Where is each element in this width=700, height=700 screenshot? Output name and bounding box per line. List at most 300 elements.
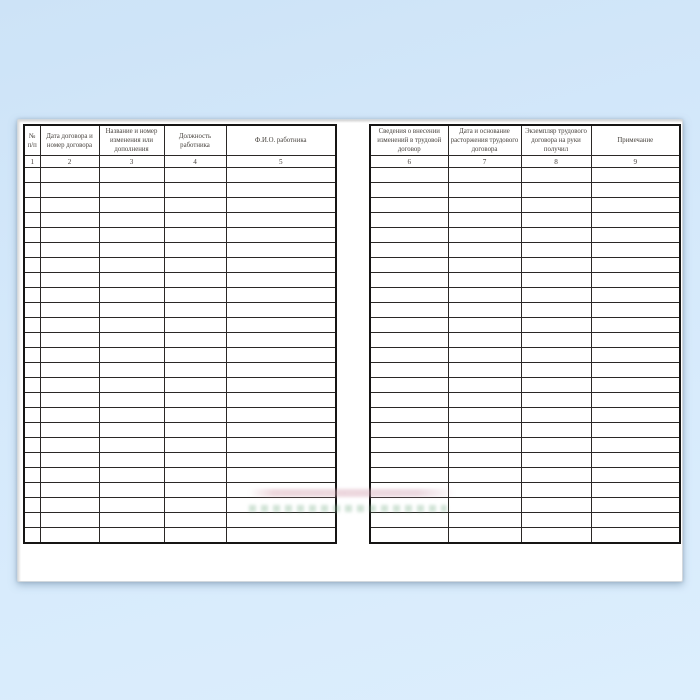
empty-cell [521, 513, 591, 528]
empty-cell [521, 348, 591, 363]
empty-cell [164, 198, 226, 213]
col-header-contract-date-number: Дата договора и номер договора [40, 125, 99, 156]
empty-cell [164, 303, 226, 318]
empty-cell [40, 213, 99, 228]
empty-cell [40, 438, 99, 453]
empty-cell [226, 168, 336, 183]
empty-cell [40, 288, 99, 303]
empty-cell [99, 378, 164, 393]
empty-cell [370, 363, 448, 378]
empty-cell [24, 513, 40, 528]
empty-cell [591, 423, 680, 438]
empty-cell [370, 528, 448, 543]
empty-cell [370, 438, 448, 453]
empty-row [24, 273, 336, 288]
empty-cell [591, 303, 680, 318]
empty-cell [24, 498, 40, 513]
empty-cell [24, 258, 40, 273]
empty-row [24, 513, 336, 528]
empty-cell [164, 183, 226, 198]
empty-row [24, 483, 336, 498]
empty-cell [591, 528, 680, 543]
col-number: 1 [24, 156, 40, 168]
empty-row [370, 273, 680, 288]
empty-cell [40, 378, 99, 393]
empty-cell [24, 183, 40, 198]
empty-row [24, 348, 336, 363]
empty-cell [226, 423, 336, 438]
empty-cell [591, 378, 680, 393]
col-header-copy-received: Экземпляр трудового договора на руки получил [521, 125, 591, 156]
empty-cell [164, 318, 226, 333]
empty-row [24, 213, 336, 228]
empty-cell [521, 243, 591, 258]
empty-cell [591, 168, 680, 183]
empty-row [24, 528, 336, 543]
empty-cell [164, 243, 226, 258]
empty-cell [521, 408, 591, 423]
empty-cell [370, 318, 448, 333]
col-number: 2 [40, 156, 99, 168]
empty-row [370, 303, 680, 318]
empty-cell [164, 453, 226, 468]
empty-cell [40, 363, 99, 378]
empty-cell [40, 273, 99, 288]
empty-cell [521, 273, 591, 288]
empty-cell [521, 288, 591, 303]
empty-row [24, 363, 336, 378]
empty-cell [370, 273, 448, 288]
empty-row [24, 303, 336, 318]
empty-cell [164, 468, 226, 483]
empty-row [370, 288, 680, 303]
empty-cell [99, 213, 164, 228]
empty-cell [226, 228, 336, 243]
empty-row [24, 228, 336, 243]
empty-cell [226, 333, 336, 348]
empty-cell [99, 168, 164, 183]
empty-cell [226, 468, 336, 483]
col-number: 4 [164, 156, 226, 168]
empty-row [24, 498, 336, 513]
empty-cell [370, 348, 448, 363]
empty-cell [24, 348, 40, 363]
left-table-header [24, 125, 336, 168]
right-table-body [370, 168, 680, 543]
empty-cell [99, 498, 164, 513]
col-number: 6 [370, 156, 448, 168]
empty-cell [370, 423, 448, 438]
empty-row [24, 423, 336, 438]
empty-cell [591, 258, 680, 273]
empty-cell [99, 273, 164, 288]
empty-cell [24, 318, 40, 333]
empty-row [24, 258, 336, 273]
empty-cell [448, 168, 521, 183]
empty-cell [370, 333, 448, 348]
empty-row [24, 438, 336, 453]
right-page-table [369, 124, 681, 544]
empty-cell [164, 498, 226, 513]
empty-row [370, 438, 680, 453]
empty-cell [226, 213, 336, 228]
empty-cell [591, 513, 680, 528]
col-header-termination-date-basis: Дата и основание расторжения трудового договора [448, 125, 521, 156]
empty-cell [226, 363, 336, 378]
empty-cell [521, 168, 591, 183]
empty-cell [591, 333, 680, 348]
empty-cell [521, 483, 591, 498]
empty-cell [521, 198, 591, 213]
empty-cell [164, 168, 226, 183]
empty-row [370, 408, 680, 423]
empty-cell [24, 213, 40, 228]
empty-cell [370, 288, 448, 303]
empty-cell [24, 243, 40, 258]
empty-row [24, 468, 336, 483]
empty-cell [521, 423, 591, 438]
empty-cell [448, 243, 521, 258]
empty-cell [521, 378, 591, 393]
empty-cell [370, 258, 448, 273]
empty-cell [164, 513, 226, 528]
empty-cell [40, 468, 99, 483]
journal-open-spread [17, 119, 683, 582]
column-number-row [24, 156, 336, 168]
empty-cell [521, 228, 591, 243]
empty-cell [24, 168, 40, 183]
empty-cell [164, 213, 226, 228]
col-number: 8 [521, 156, 591, 168]
empty-cell [40, 333, 99, 348]
empty-cell [24, 378, 40, 393]
empty-row [24, 288, 336, 303]
empty-cell [448, 258, 521, 273]
empty-cell [521, 528, 591, 543]
empty-cell [164, 333, 226, 348]
empty-cell [448, 363, 521, 378]
empty-cell [448, 423, 521, 438]
empty-cell [370, 228, 448, 243]
empty-cell [448, 198, 521, 213]
empty-cell [24, 453, 40, 468]
empty-cell [164, 258, 226, 273]
empty-cell [591, 243, 680, 258]
empty-cell [591, 408, 680, 423]
empty-cell [521, 258, 591, 273]
empty-row [24, 318, 336, 333]
empty-cell [591, 483, 680, 498]
empty-cell [226, 453, 336, 468]
empty-cell [448, 513, 521, 528]
empty-cell [164, 288, 226, 303]
empty-row [370, 423, 680, 438]
empty-cell [24, 393, 40, 408]
empty-cell [226, 348, 336, 363]
empty-cell [164, 228, 226, 243]
empty-cell [164, 273, 226, 288]
empty-row [370, 333, 680, 348]
empty-cell [370, 498, 448, 513]
left-page-table [23, 124, 337, 544]
empty-cell [226, 498, 336, 513]
col-header-employee-position: Должность работника [164, 125, 226, 156]
empty-cell [448, 228, 521, 243]
empty-cell [448, 453, 521, 468]
empty-row [370, 453, 680, 468]
empty-cell [521, 498, 591, 513]
empty-row [370, 168, 680, 183]
empty-cell [370, 513, 448, 528]
empty-cell [24, 273, 40, 288]
empty-cell [24, 438, 40, 453]
empty-cell [99, 348, 164, 363]
empty-cell [99, 198, 164, 213]
col-number: 3 [99, 156, 164, 168]
empty-row [370, 243, 680, 258]
empty-cell [99, 483, 164, 498]
empty-row [24, 183, 336, 198]
empty-cell [99, 333, 164, 348]
empty-cell [370, 213, 448, 228]
empty-cell [521, 453, 591, 468]
empty-cell [99, 303, 164, 318]
empty-cell [40, 243, 99, 258]
empty-cell [40, 453, 99, 468]
empty-cell [226, 303, 336, 318]
empty-row [24, 453, 336, 468]
empty-cell [448, 378, 521, 393]
col-header-amendment-name-number: Название и номер изменения или дополнения [99, 125, 164, 156]
header-row [370, 125, 680, 156]
empty-cell [226, 378, 336, 393]
empty-cell [591, 198, 680, 213]
empty-cell [448, 273, 521, 288]
empty-cell [370, 303, 448, 318]
empty-cell [226, 483, 336, 498]
empty-cell [99, 228, 164, 243]
empty-cell [164, 528, 226, 543]
empty-cell [99, 318, 164, 333]
empty-cell [226, 408, 336, 423]
col-header-amendments-info: Сведения о внесении изменений в трудовой договор [370, 125, 448, 156]
empty-cell [448, 333, 521, 348]
empty-cell [591, 468, 680, 483]
empty-row [370, 183, 680, 198]
empty-cell [448, 468, 521, 483]
empty-row [370, 318, 680, 333]
empty-row [24, 408, 336, 423]
empty-row [24, 333, 336, 348]
empty-cell [448, 498, 521, 513]
empty-cell [24, 528, 40, 543]
empty-cell [24, 288, 40, 303]
empty-cell [521, 363, 591, 378]
empty-cell [24, 333, 40, 348]
empty-cell [99, 408, 164, 423]
empty-cell [591, 498, 680, 513]
empty-cell [591, 228, 680, 243]
empty-cell [226, 243, 336, 258]
empty-cell [24, 198, 40, 213]
empty-row [370, 213, 680, 228]
empty-cell [521, 303, 591, 318]
empty-row [370, 258, 680, 273]
empty-cell [226, 273, 336, 288]
empty-cell [591, 363, 680, 378]
empty-cell [521, 468, 591, 483]
empty-cell [521, 318, 591, 333]
empty-cell [40, 498, 99, 513]
empty-cell [591, 288, 680, 303]
empty-cell [226, 513, 336, 528]
empty-cell [164, 348, 226, 363]
empty-cell [164, 408, 226, 423]
empty-row [24, 243, 336, 258]
col-header-employee-name: Ф.И.О. работника [226, 125, 336, 156]
empty-cell [24, 483, 40, 498]
empty-cell [40, 483, 99, 498]
empty-cell [591, 213, 680, 228]
empty-cell [24, 423, 40, 438]
empty-cell [226, 393, 336, 408]
empty-cell [24, 408, 40, 423]
empty-cell [164, 393, 226, 408]
empty-cell [99, 363, 164, 378]
empty-cell [24, 468, 40, 483]
col-number: 9 [591, 156, 680, 168]
empty-cell [521, 438, 591, 453]
empty-cell [370, 183, 448, 198]
empty-cell [99, 528, 164, 543]
empty-row [370, 393, 680, 408]
empty-cell [448, 393, 521, 408]
empty-row [24, 168, 336, 183]
col-header-npp: № п/п [24, 125, 40, 156]
empty-cell [164, 438, 226, 453]
empty-cell [99, 438, 164, 453]
empty-row [24, 198, 336, 213]
empty-cell [370, 408, 448, 423]
empty-cell [591, 393, 680, 408]
empty-cell [448, 438, 521, 453]
empty-cell [521, 183, 591, 198]
col-header-notes: Примечание [591, 125, 680, 156]
empty-cell [226, 528, 336, 543]
empty-cell [591, 438, 680, 453]
empty-cell [448, 318, 521, 333]
empty-cell [226, 258, 336, 273]
empty-row [370, 468, 680, 483]
empty-cell [448, 348, 521, 363]
empty-cell [40, 408, 99, 423]
empty-row [370, 378, 680, 393]
empty-cell [591, 273, 680, 288]
header-row [24, 125, 336, 156]
empty-cell [164, 363, 226, 378]
col-number: 5 [226, 156, 336, 168]
empty-cell [521, 393, 591, 408]
empty-cell [99, 288, 164, 303]
empty-cell [99, 243, 164, 258]
empty-row [370, 348, 680, 363]
empty-row [370, 483, 680, 498]
empty-cell [24, 228, 40, 243]
empty-cell [448, 288, 521, 303]
empty-cell [370, 243, 448, 258]
empty-cell [99, 393, 164, 408]
empty-cell [448, 408, 521, 423]
empty-cell [99, 468, 164, 483]
empty-cell [226, 198, 336, 213]
empty-cell [226, 438, 336, 453]
left-table-body [24, 168, 336, 543]
empty-cell [40, 318, 99, 333]
empty-cell [591, 348, 680, 363]
empty-cell [448, 183, 521, 198]
empty-cell [226, 183, 336, 198]
column-number-row [370, 156, 680, 168]
empty-cell [40, 168, 99, 183]
empty-cell [40, 393, 99, 408]
empty-row [24, 378, 336, 393]
empty-cell [40, 423, 99, 438]
empty-row [370, 528, 680, 543]
empty-row [370, 363, 680, 378]
empty-cell [226, 318, 336, 333]
empty-cell [24, 363, 40, 378]
empty-row [370, 198, 680, 213]
empty-cell [99, 423, 164, 438]
empty-cell [521, 333, 591, 348]
empty-cell [370, 168, 448, 183]
empty-cell [40, 303, 99, 318]
empty-cell [40, 528, 99, 543]
right-table-header [370, 125, 680, 168]
empty-row [370, 498, 680, 513]
empty-cell [370, 453, 448, 468]
empty-cell [164, 483, 226, 498]
empty-cell [40, 513, 99, 528]
empty-row [370, 228, 680, 243]
col-number: 7 [448, 156, 521, 168]
empty-cell [40, 348, 99, 363]
empty-cell [99, 183, 164, 198]
empty-cell [370, 198, 448, 213]
empty-cell [40, 228, 99, 243]
empty-cell [370, 393, 448, 408]
empty-row [24, 393, 336, 408]
empty-cell [40, 183, 99, 198]
empty-cell [226, 288, 336, 303]
empty-cell [448, 213, 521, 228]
empty-cell [99, 258, 164, 273]
empty-cell [448, 528, 521, 543]
empty-cell [448, 483, 521, 498]
empty-cell [24, 303, 40, 318]
empty-cell [448, 303, 521, 318]
empty-cell [591, 453, 680, 468]
empty-row [370, 513, 680, 528]
empty-cell [370, 483, 448, 498]
empty-cell [591, 318, 680, 333]
empty-cell [164, 378, 226, 393]
empty-cell [521, 213, 591, 228]
empty-cell [99, 453, 164, 468]
empty-cell [99, 513, 164, 528]
empty-cell [40, 198, 99, 213]
empty-cell [370, 468, 448, 483]
